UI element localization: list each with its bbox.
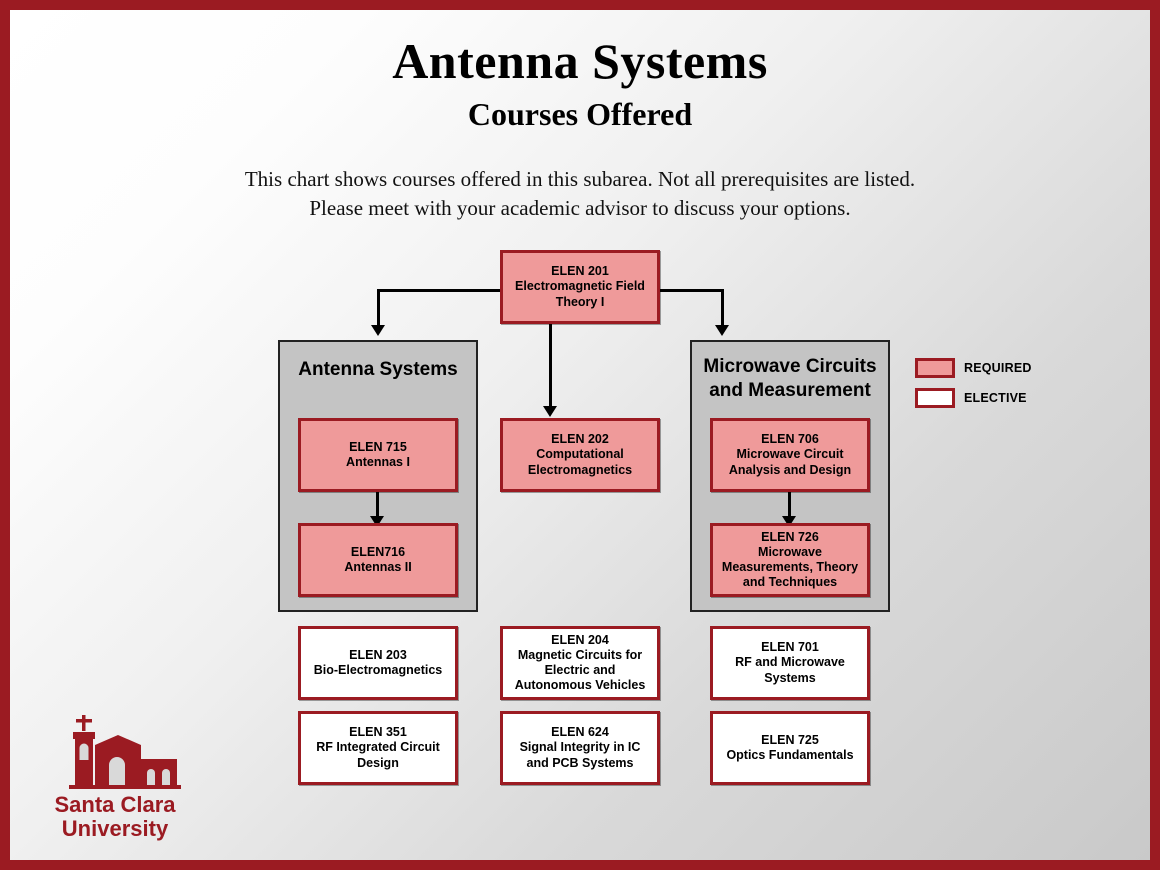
course-name-line-2: Systems (764, 670, 816, 685)
description-line-1: This chart shows courses offered in this subarea. Not all prerequisites are listed. (244, 167, 916, 191)
course-name-line-1: RF and Microwave (735, 655, 845, 670)
course-name-line-2: and PCB Systems (526, 755, 634, 770)
course-box-elen-203[interactable] (298, 626, 458, 700)
course-name-line-1: Optics Fundamentals (726, 748, 854, 762)
course-box-elen-726[interactable] (710, 523, 870, 597)
legend (915, 358, 1115, 418)
course-name-line-1: Electromagnetic Field (515, 279, 645, 294)
course-box-elen-351[interactable] (298, 711, 458, 785)
course-code: ELEN 203 (349, 647, 407, 662)
course-name-line-1: Antennas II (344, 560, 412, 574)
group-antenna-systems-title: Antenna Systems (298, 359, 458, 380)
group-microwave-title-line1: Microwave Circuits (703, 356, 877, 377)
connector-left-vertical (377, 289, 380, 328)
legend-label-required: REQUIRED (964, 361, 1032, 375)
course-code: ELEN 201 (551, 264, 609, 279)
course-code: ELEN 725 (761, 732, 819, 747)
course-box-elen-706[interactable] (710, 418, 870, 492)
course-name-line-2: Measurements, Theory (721, 560, 859, 574)
connector-center-arrowhead (543, 406, 557, 417)
course-box-elen-204[interactable] (500, 626, 660, 700)
connector-right-arrowhead (715, 325, 729, 336)
course-name-line-1: RF Integrated Circuit (316, 740, 440, 755)
legend-swatch-required (915, 358, 955, 378)
legend-label-elective: ELECTIVE (964, 391, 1027, 405)
course-code: ELEN 351 (349, 725, 407, 740)
course-code: ELEN 204 (551, 632, 609, 647)
course-code: ELEN716 (350, 544, 406, 559)
course-code: ELEN 726 (761, 529, 819, 544)
page-title: Antenna Systems (392, 33, 768, 89)
course-name-line-1: Signal Integrity in IC (519, 740, 641, 755)
course-name-line-1: Antennas I (346, 455, 410, 469)
course-box-elen-202[interactable] (500, 418, 660, 492)
course-name-line-2: Electromagnetics (527, 462, 633, 477)
course-name-line-1: Microwave (758, 544, 822, 559)
course-code: ELEN 715 (349, 439, 407, 454)
course-name-line-3: and Techniques (742, 575, 838, 590)
course-box-elen-725[interactable] (710, 711, 870, 785)
legend-item-required (915, 358, 1032, 378)
logo-text-line-2: University (61, 815, 169, 841)
course-name-line-2: Electric and (544, 663, 616, 677)
course-name-line-1: Computational (536, 447, 624, 462)
course-code: ELEN 706 (761, 432, 819, 447)
course-name-line-3: Autonomous Vehicles (514, 678, 646, 693)
diagram-canvas (10, 10, 1150, 860)
course-name-line-1: Magnetic Circuits for (517, 647, 643, 662)
course-name-line-2: Design (357, 755, 399, 770)
connector-right-vertical (721, 289, 724, 328)
course-name-line-1: Bio-Electromagnetics (313, 663, 443, 677)
legend-swatch-elective (915, 388, 955, 408)
course-code: ELEN 701 (761, 640, 819, 655)
course-name-line-1: Microwave Circuit (736, 447, 844, 462)
course-name-line-2: Theory I (555, 294, 605, 309)
university-logo (40, 715, 190, 841)
course-box-elen-701[interactable] (710, 626, 870, 700)
page-subtitle: Courses Offered (467, 96, 693, 132)
logo-text-line-1: Santa Clara (54, 792, 176, 817)
mission-church-icon (45, 715, 185, 793)
course-name-line-2: Analysis and Design (728, 462, 852, 477)
course-box-elen-201[interactable] (500, 250, 660, 324)
course-box-elen-624[interactable] (500, 711, 660, 785)
course-code: ELEN 624 (551, 725, 609, 740)
connector-left-arrowhead (371, 325, 385, 336)
connector-center-vertical (549, 323, 552, 410)
legend-item-elective (915, 388, 1027, 408)
description-line-2: Please meet with your academic advisor to discuss your options. (309, 196, 851, 220)
course-box-elen-716[interactable] (298, 523, 458, 597)
course-code: ELEN 202 (551, 432, 609, 447)
group-microwave-title-line2: and Measurement (709, 380, 871, 401)
course-box-elen-715[interactable] (298, 418, 458, 492)
